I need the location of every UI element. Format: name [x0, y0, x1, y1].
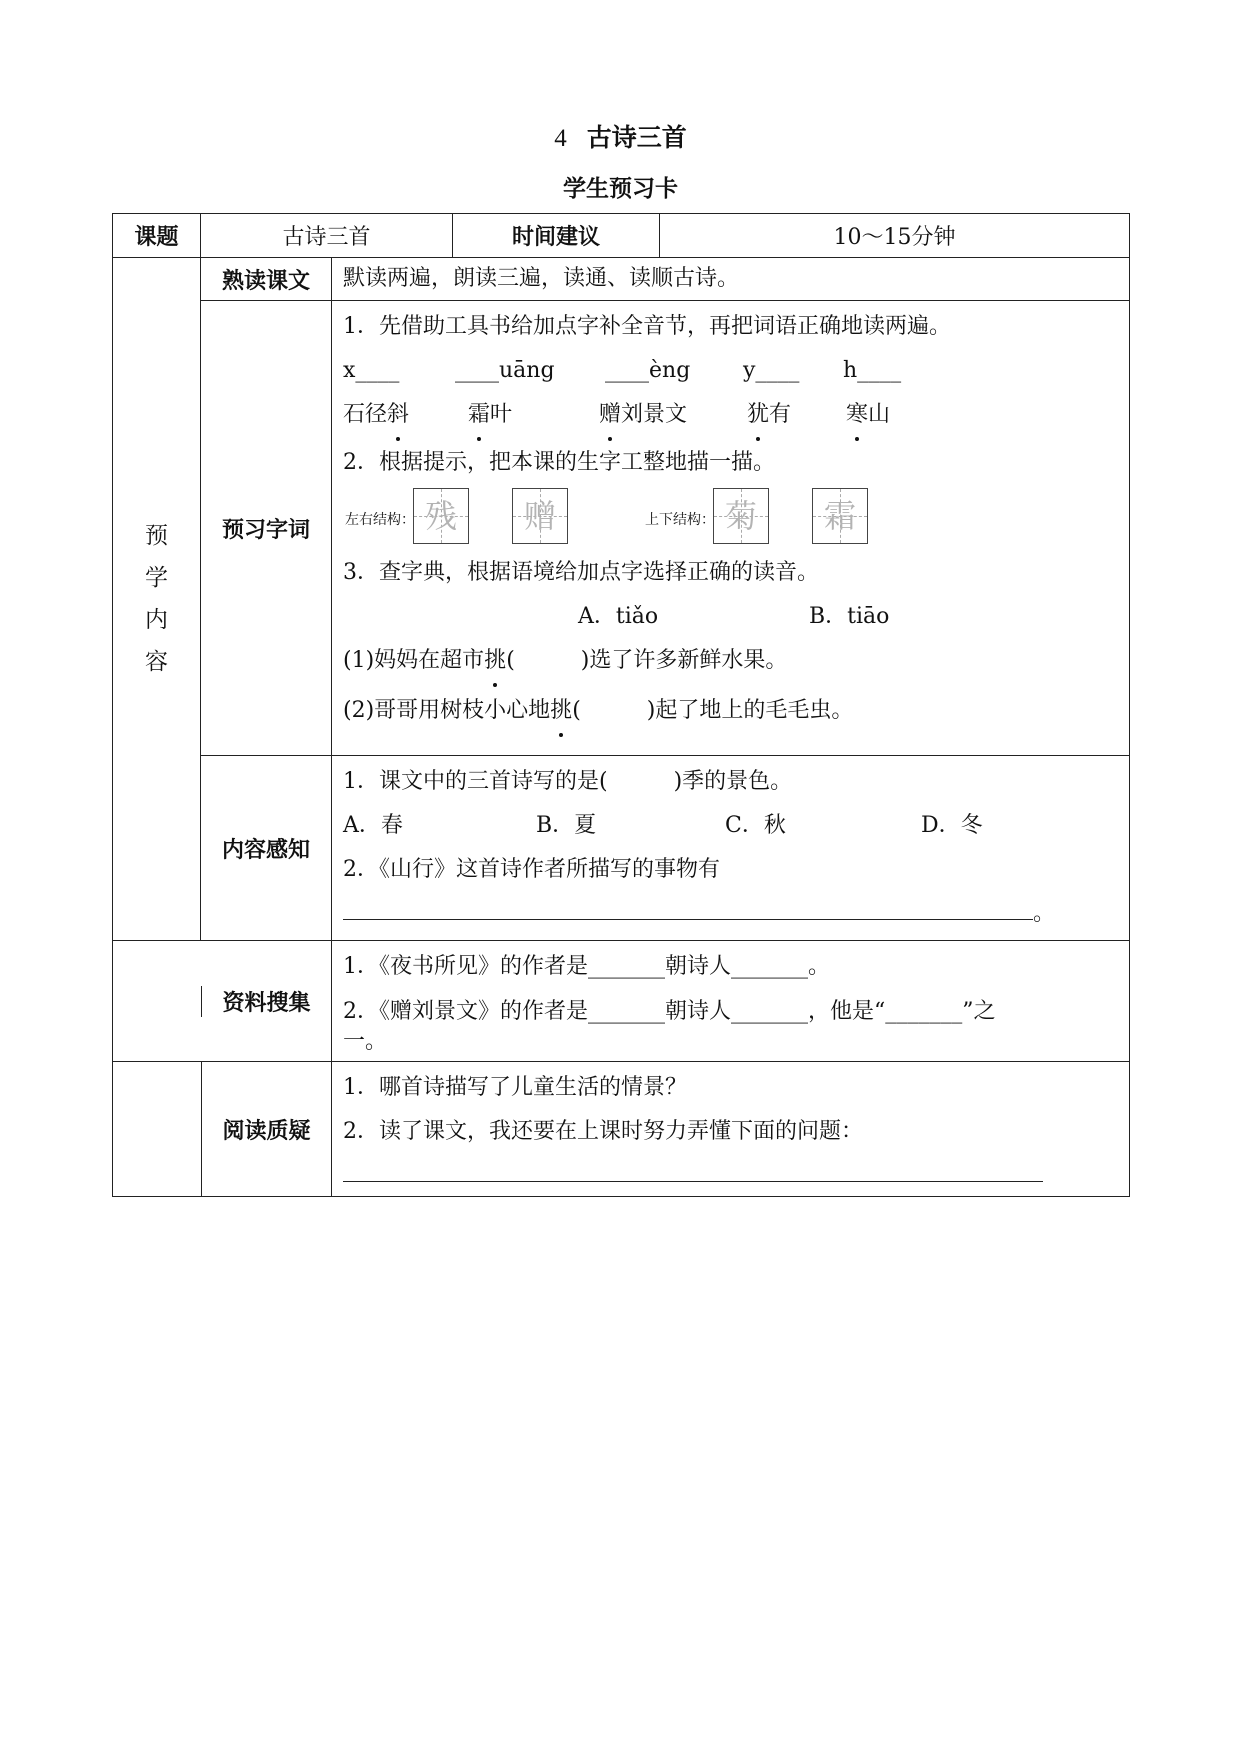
dotted-char: 霜	[468, 393, 490, 437]
trace-char: 残	[424, 497, 457, 535]
reading-options	[343, 595, 1119, 639]
trace-char: 赠	[523, 497, 556, 535]
section-label-char: 容	[145, 649, 168, 675]
word-text: 刘景文	[621, 402, 688, 427]
yuxi-q2: 2．根据提示，把本课的生字工整地描一描。	[343, 450, 775, 475]
pinyin-blank: x____	[343, 358, 400, 383]
section-label-char: 预	[145, 523, 168, 549]
neirong-label: 内容感知	[201, 756, 332, 941]
ziliao-q1: 1．《夜书所见》的作者是_______朝诗人_______。	[343, 954, 830, 979]
lesson-number: 4	[554, 125, 567, 152]
struct-label: 左右结构：	[345, 512, 415, 528]
word	[846, 393, 890, 437]
dotted-char: 犹	[747, 393, 769, 437]
pinyin-blank: ____èng	[605, 358, 691, 383]
option: B．夏	[536, 813, 597, 838]
struct-label: 上下结构：	[645, 512, 715, 528]
ziliao-q2	[343, 997, 1119, 1057]
sentence-text: (2)哥哥用树枝小心地	[343, 698, 551, 723]
sentence-text: (1)妈妈在超市	[343, 648, 485, 673]
spacer	[113, 986, 201, 1017]
season-options	[343, 804, 1119, 848]
time-value: 10～15分钟	[660, 214, 1130, 258]
ziliao-content	[332, 941, 1130, 1062]
neirong-q2-answer	[343, 892, 1119, 936]
yuedu-row	[113, 1062, 1130, 1197]
option-a: A．tiǎo	[578, 604, 659, 629]
topic-value: 古诗三首	[201, 214, 453, 258]
section-label-char: 学	[145, 565, 168, 591]
tracing-box[interactable]	[812, 488, 868, 544]
ziliao-q2-text: 2．《赠刘景文》的作者是_______朝诗人_______，他是“_______”之	[343, 999, 996, 1024]
pinyin-blank: ____uāng	[455, 358, 555, 383]
dotted-char: 斜	[387, 393, 409, 437]
option-b: B．tiāo	[809, 604, 890, 629]
neirong-content	[332, 756, 1130, 941]
word	[343, 393, 409, 437]
dotted-char: 赠	[599, 393, 621, 437]
option: D．冬	[921, 813, 983, 838]
dotted-char: 挑	[550, 689, 572, 733]
answer-line[interactable]	[343, 897, 1033, 920]
neirong-q1: 1．课文中的三首诗写的是( )季的景色。	[343, 769, 793, 794]
yuxi-sentence-2	[343, 689, 1119, 733]
yuxi-q3: 3．查字典，根据语境给加点字选择正确的读音。	[343, 560, 819, 585]
sentence-text: ( )起了地上的毛毛虫。	[572, 698, 854, 723]
shudu-text: 默读两遍，朗读三遍，读通、读顺古诗。	[343, 266, 740, 291]
shudu-row	[113, 258, 1130, 301]
card-subtitle: 学生预习卡	[563, 176, 678, 202]
sentence-text: ( )选了许多新鲜水果。	[506, 648, 788, 673]
yuxi-q1: 1．先借助工具书给加点字补全音节，再把词语正确地读两遍。	[343, 314, 951, 339]
word-text: 有	[769, 402, 792, 427]
tracing-box[interactable]	[512, 488, 568, 544]
ziliao-q2-cont: 一。	[343, 1029, 388, 1054]
yuxi-sentence-1	[343, 639, 1119, 683]
word	[747, 393, 791, 437]
ziliao-row	[113, 941, 1130, 1062]
lesson-title	[0, 118, 1241, 154]
yuedu-content	[332, 1062, 1130, 1197]
tracing-box[interactable]	[413, 488, 469, 544]
pinyin-row	[343, 349, 1119, 393]
preview-card-table	[112, 213, 1130, 1197]
answer-line[interactable]	[343, 1159, 1043, 1182]
yuxi-label: 预习字词	[201, 301, 332, 756]
lesson-title-text: 古诗三首	[586, 123, 687, 152]
tracing-chars	[343, 485, 1119, 551]
trace-char: 霜	[823, 497, 856, 535]
topic-row	[113, 214, 1130, 258]
neirong-q2: 2．《山行》这首诗作者所描写的事物有	[343, 857, 720, 882]
topic-label: 课题	[113, 214, 201, 258]
yuedu-q1: 1．哪首诗描写了儿童生活的情景？	[343, 1075, 687, 1100]
pinyin-blank: h____	[843, 358, 902, 383]
spacer	[113, 1062, 201, 1196]
word-text: 山	[868, 402, 891, 427]
ziliao-label: 资料搜集	[201, 986, 331, 1017]
option: A．春	[343, 813, 403, 838]
tracing-box[interactable]	[713, 488, 769, 544]
shudu-label: 熟读课文	[201, 258, 332, 301]
yuedu-q2: 2．读了课文，我还要在上课时努力弄懂下面的问题：	[343, 1119, 863, 1144]
section-label	[113, 258, 201, 941]
word	[468, 393, 512, 437]
period: 。	[1033, 901, 1056, 926]
yuedu-label-cell	[113, 1062, 332, 1197]
word-text: 叶	[490, 402, 513, 427]
time-label: 时间建议	[453, 214, 660, 258]
yuxi-row	[113, 301, 1130, 756]
yuxi-content	[332, 301, 1130, 756]
trace-char: 菊	[724, 497, 757, 535]
yuedu-label: 阅读质疑	[201, 1062, 331, 1196]
ziliao-label-cell	[113, 941, 332, 1062]
yuedu-answer	[343, 1154, 1119, 1190]
neirong-row	[113, 756, 1130, 941]
section-label-char: 内	[145, 607, 168, 633]
pinyin-blank: y____	[743, 358, 800, 383]
option: C．秋	[725, 813, 786, 838]
word	[599, 393, 687, 437]
word-text: 石径	[343, 402, 388, 427]
words-row	[343, 393, 1119, 441]
dotted-char: 挑	[484, 639, 506, 683]
dotted-char: 寒	[846, 393, 868, 437]
